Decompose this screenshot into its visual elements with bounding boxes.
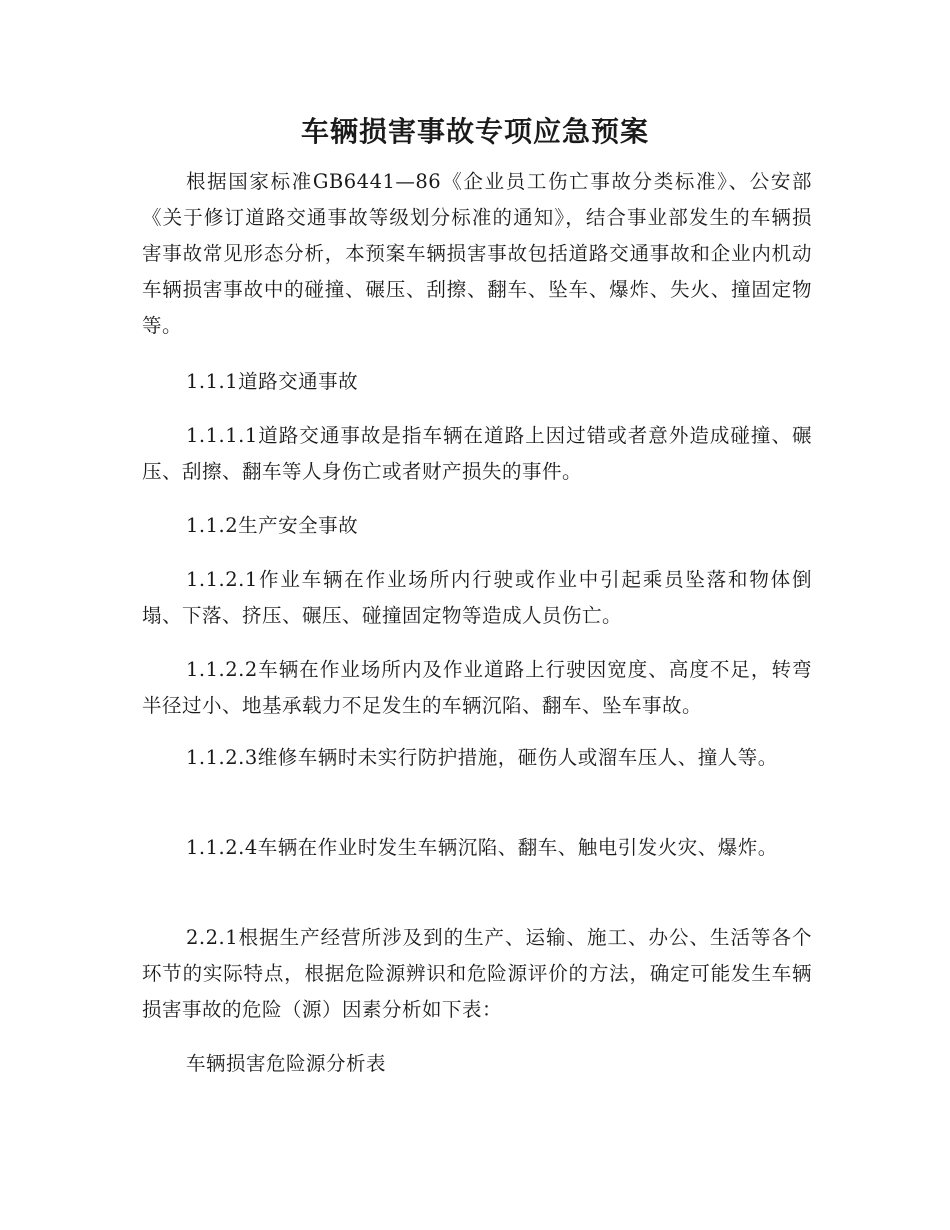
- paragraph-2-2-1: 2.2.1根据生产经营所涉及到的生产、运输、施工、办公、生活等各个环节的实际特点，根据危险源辨识和危险源评价的方法，确定可能发生车辆损害事故的危险（源）因素分析如下表：: [142, 926, 812, 1021]
- document-title: 车辆损害事故专项应急预案: [300, 115, 649, 148]
- paragraph-1-1-2-1: 1.1.2.1作业车辆在作业场所内行驶或作业中引起乘员坠落和物体倒塌、下落、挤压、碾压、碰撞固定物等造成人员伤亡。: [142, 568, 812, 627]
- section-heading-1-1-1: 1.1.1道路交通事故: [186, 370, 359, 393]
- paragraph-1-1-2-4: 1.1.2.4车辆在作业时发生车辆沉陷、翻车、触电引发火灾、爆炸。: [186, 836, 778, 859]
- paragraph-1-1-2-2: 1.1.2.2车辆在作业场所内及作业道路上行驶因宽度、高度不足，转弯半径过小、地基承载力不足发生的车辆沉陷、翻车、坠车事故。: [142, 658, 812, 717]
- intro-paragraph: 根据国家标准GB6441—86《企业员工伤亡事故分类标准》、公安部《关于修订道路交通事故等级划分标准的通知》，结合事业部发生的车辆损害事故常见形态分析，本预案车辆损害事故包括道路交通事故和企业内机动车辆损害事故中的碰撞、碾压、刮擦、翻车、坠车、爆炸、失火、撞固定物等。: [142, 170, 812, 337]
- section-heading-1-1-2: 1.1.2生产安全事故: [186, 514, 359, 537]
- table-caption: 车辆损害危险源分析表: [186, 1052, 387, 1075]
- paragraph-1-1-2-3: 1.1.2.3维修车辆时未实行防护措施，砸伤人或溜车压人、撞人等。: [186, 746, 778, 769]
- paragraph-1-1-1-1: 1.1.1.1道路交通事故是指车辆在道路上因过错或者意外造成碰撞、碾压、刮擦、翻车等人身伤亡或者财产损失的事件。: [142, 424, 812, 483]
